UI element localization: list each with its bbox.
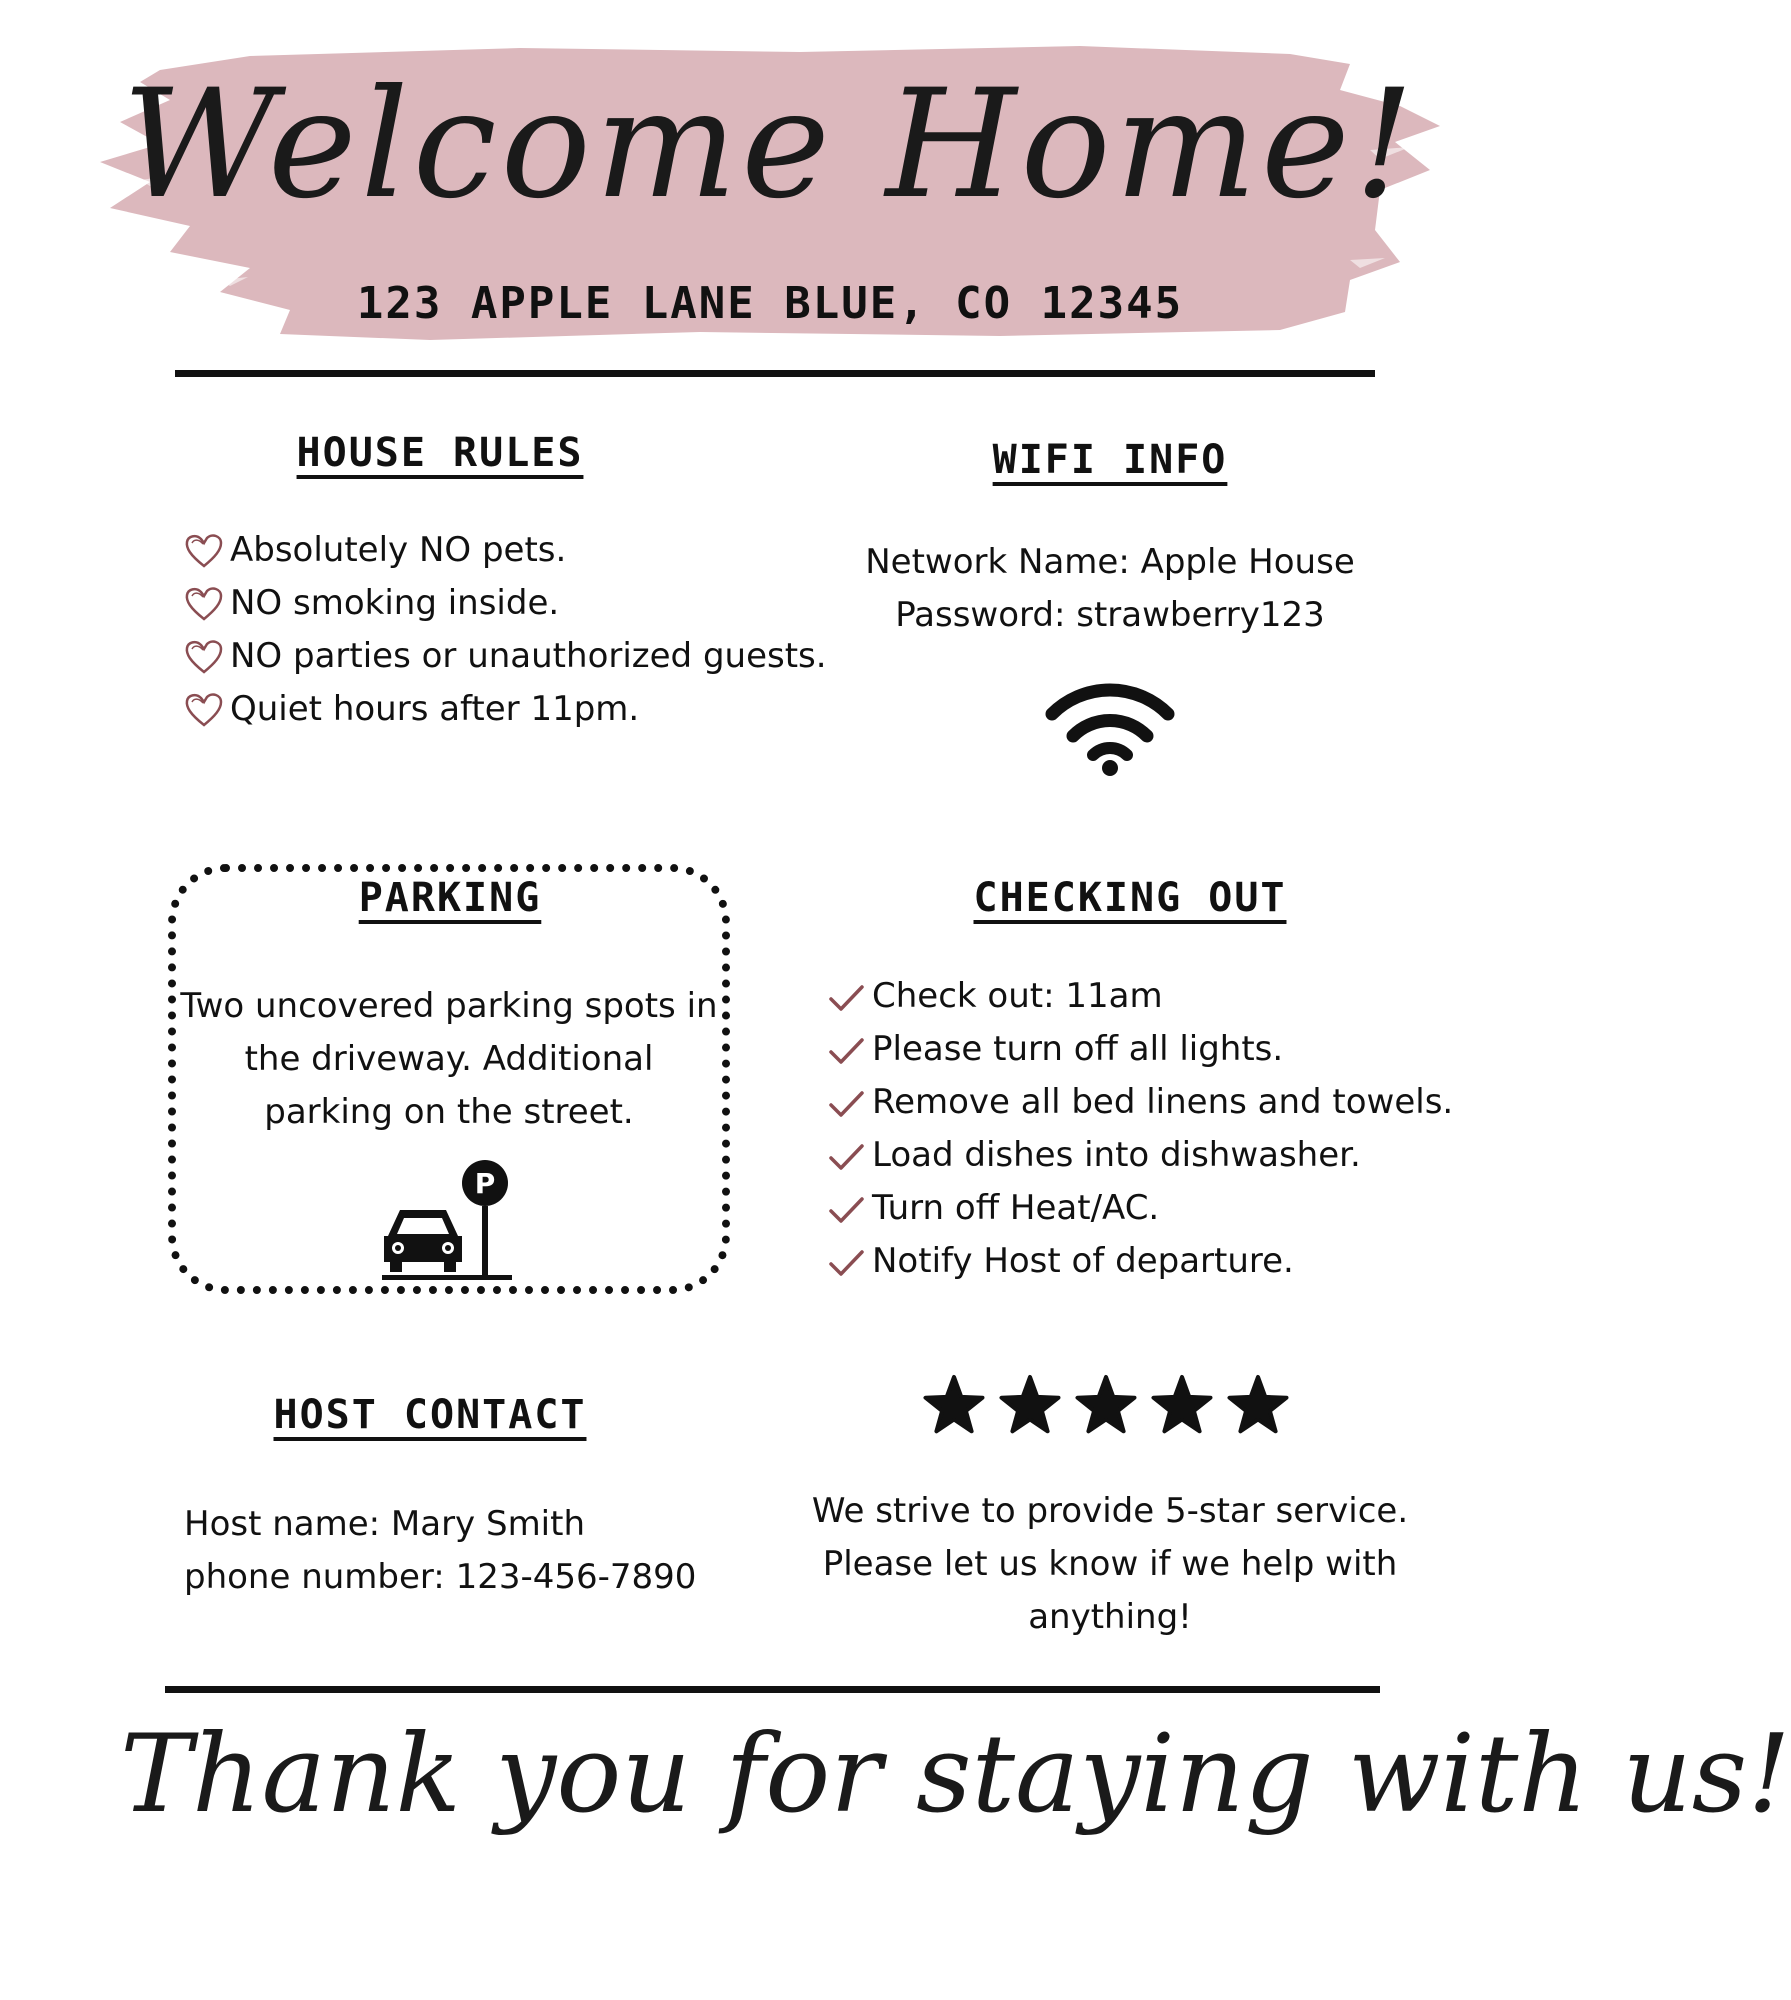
- list-item: [826, 1076, 1453, 1129]
- checkout-item-text: Notify Host of departure.: [872, 1241, 1294, 1281]
- thank-you-message: Thank you for staying with us!: [120, 1712, 1791, 1837]
- list-item: [184, 630, 827, 683]
- list-item: [184, 683, 827, 736]
- rule-text: Absolutely NO pets.: [230, 530, 567, 570]
- top-divider: [175, 370, 1375, 377]
- service-line: anything!: [1028, 1597, 1192, 1637]
- parking-sign-letter: P: [474, 1167, 496, 1200]
- wifi-details: [820, 536, 1400, 642]
- house-rules-heading: HOUSE RULES: [296, 430, 584, 476]
- checkmark-icon: [826, 977, 866, 1017]
- star-icon: [1078, 1377, 1135, 1431]
- host-details: [184, 1498, 784, 1604]
- list-item: [826, 970, 1453, 1023]
- parking-line: parking on the street.: [264, 1092, 634, 1132]
- service-message: [800, 1485, 1420, 1644]
- wifi-info-heading: WIFI INFO: [992, 437, 1228, 483]
- bottom-divider: [165, 1686, 1380, 1693]
- checkmark-icon: [826, 1030, 866, 1070]
- star-icon: [926, 1377, 983, 1431]
- checkout-item-text: Turn off Heat/AC.: [872, 1188, 1160, 1228]
- checkout-item-text: Please turn off all lights.: [872, 1029, 1284, 1069]
- host-phone: phone number: 123-456-7890: [184, 1557, 697, 1597]
- checkout-item-text: Remove all bed linens and towels.: [872, 1082, 1454, 1122]
- list-item: [826, 1235, 1453, 1288]
- checkout-list: [826, 970, 1453, 1288]
- list-item: [184, 577, 827, 630]
- rule-text: NO smoking inside.: [230, 583, 560, 623]
- list-item: [184, 524, 827, 577]
- checking-out-heading: CHECKING OUT: [973, 875, 1287, 921]
- checkmark-icon: [826, 1083, 866, 1123]
- parking-line: Two uncovered parking spots in: [180, 986, 718, 1026]
- checkout-item-text: Check out: 11am: [872, 976, 1163, 1016]
- car-parking-icon: [378, 1158, 518, 1283]
- parking-description: [168, 980, 730, 1139]
- welcome-title: Welcome Home!: [121, 58, 1419, 232]
- wifi-icon: [1040, 676, 1180, 776]
- star-icon: [1154, 1377, 1211, 1431]
- list-item: [826, 1129, 1453, 1182]
- heart-icon: [184, 584, 224, 624]
- rule-text: Quiet hours after 11pm.: [230, 689, 640, 729]
- host-contact-heading: HOST CONTACT: [273, 1392, 587, 1438]
- host-name: Host name: Mary Smith: [184, 1504, 586, 1544]
- list-item: [826, 1023, 1453, 1076]
- property-address: 123 APPLE LANE BLUE, CO 12345: [356, 278, 1184, 329]
- star-icon: [1230, 1377, 1287, 1431]
- house-rules-list: [184, 524, 827, 736]
- service-line: Please let us know if we help with: [822, 1544, 1398, 1584]
- star-icon: [1002, 1377, 1059, 1431]
- checkmark-icon: [826, 1136, 866, 1176]
- checkmark-icon: [826, 1242, 866, 1282]
- parking-heading: PARKING: [358, 875, 542, 921]
- heart-icon: [184, 690, 224, 730]
- wifi-network-name: Network Name: Apple House: [865, 542, 1355, 582]
- list-item: [826, 1182, 1453, 1235]
- heart-icon: [184, 637, 224, 677]
- heart-icon: [184, 531, 224, 571]
- star-rating: [920, 1374, 1300, 1438]
- checkout-item-text: Load dishes into dishwasher.: [872, 1135, 1361, 1175]
- wifi-password: Password: strawberry123: [895, 595, 1325, 635]
- service-line: We strive to provide 5-star service.: [811, 1491, 1409, 1531]
- parking-line: the driveway. Additional: [244, 1039, 654, 1079]
- checkmark-icon: [826, 1189, 866, 1229]
- rule-text: NO parties or unauthorized guests.: [230, 636, 827, 676]
